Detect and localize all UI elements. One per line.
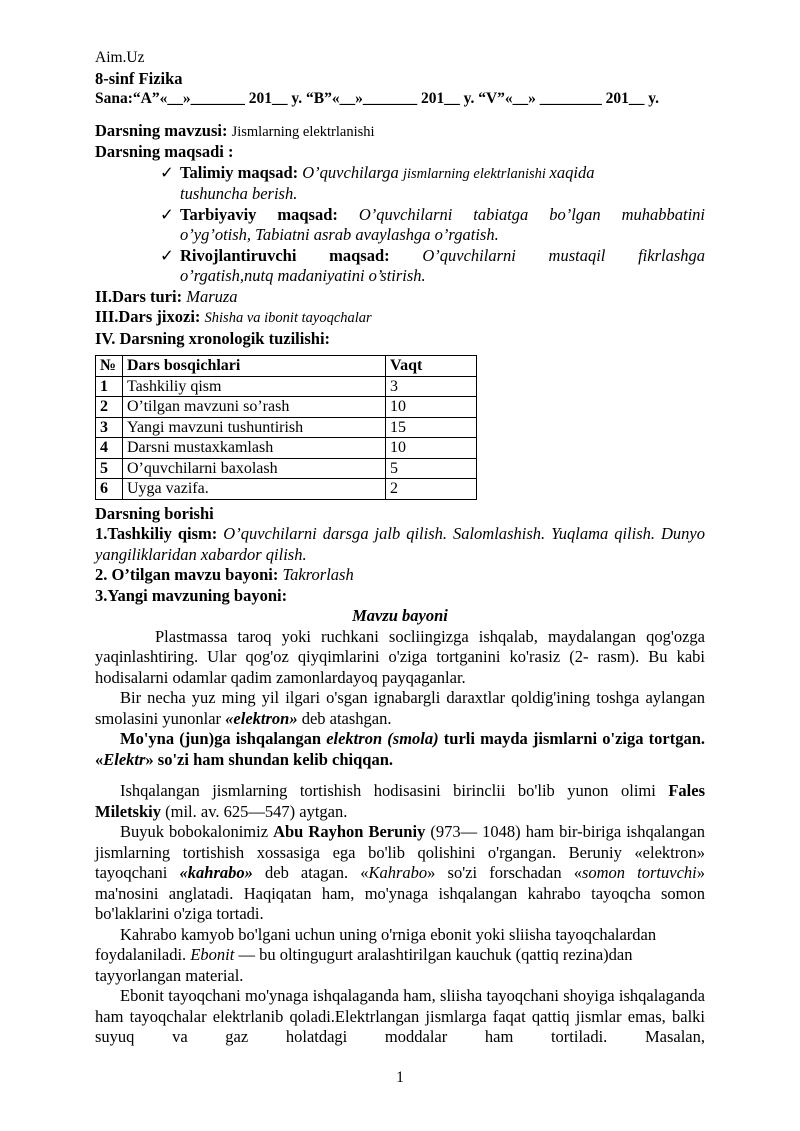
topic-label: Darsning mavzusi: bbox=[95, 120, 228, 140]
step-organization: 1.Tashkiliy qism: O’quvchilarni darsga jalb qilish. Salomlashish. Yuqlama qilish. Dunyo yangiliklaridan xabardor qilish. bbox=[95, 524, 705, 564]
process-title: Darsning borishi bbox=[95, 503, 214, 523]
lesson-type: II.Dars turi: Maruza bbox=[95, 286, 238, 306]
lesson-plan-table bbox=[95, 355, 477, 500]
col-header-time: Vaqt bbox=[386, 356, 477, 377]
table-row: 6 Uyga vazifa. 2 bbox=[96, 479, 477, 500]
lesson-equipment: III.Dars jixozi: Shisha va ibonit tayoqchalar bbox=[95, 307, 372, 326]
step-new-topic: 3.Yangi mavzuning bayoni: bbox=[95, 585, 288, 605]
paragraph: Buyuk bobokalonimiz Abu Rayhon Beruniy (973— 1048) ham bir-biriga ishqalangan jismlarning tortishish xossasiga ega bo'lib qolishini o'rgangan. Beruniy «elektron» tayoqchani «kahrabo» deb atagan. «Kahrabo» so'zi forschadan «somon tortuvchi» ma'nosini anglatadi. Haqiqatan ham, mo'ynaga ishqalangan kahrabo tayoqcha somon bo'laklarini o'ziga tortadi. bbox=[95, 822, 705, 923]
goal-item: ✓ Rivojlantiruvchi maqsad: O’quvchilarni mustaqil fikrlashga o’rgatish,nutq madaniyatini o’stirish. bbox=[160, 245, 705, 285]
table-header-row bbox=[96, 356, 477, 377]
topic-value: Jismlarning elektrlanishi bbox=[231, 123, 375, 140]
goals-list bbox=[160, 163, 705, 287]
structure-label: IV. Darsning xronologik tuzilishi: bbox=[95, 328, 331, 348]
paragraph: Kahrabo kamyob bo'lgani uchun uning o'rniga ebonit yoki sliisha tayoqchalardan foydalaniladi. Ebonit — bu oltingugurt aralashtirilgan kauchuk (qattiq rezina)dan tayyorlangan material. bbox=[95, 924, 657, 985]
goals-label: Darsning maqsadi : bbox=[95, 142, 234, 161]
checkmark-icon: ✓ bbox=[160, 162, 174, 182]
col-header-stage: Dars bosqichlari bbox=[123, 356, 386, 377]
site-name: Aim.Uz bbox=[95, 49, 145, 66]
grade-subject: 8-sinf Fizika bbox=[95, 68, 183, 88]
table-row: 1 Tashkiliy qism 3 bbox=[96, 376, 477, 397]
topic-subtitle: Mavzu bayoni bbox=[352, 606, 448, 625]
goal-item: ✓ Tarbiyaviy maqsad: O’quvchilarni tabiatga bo’lgan muhabbatini o’yg’otish, Tabiatni asrab avaylashga o’rgatish. bbox=[160, 204, 705, 244]
table-row: 4 Darsni mustaxkamlash 10 bbox=[96, 438, 477, 459]
step-review: 2. O’tilgan mavzu bayoni: Takrorlash bbox=[95, 565, 354, 584]
paragraph: Mo'yna (jun)ga ishqalangan elektron (smola) turli mayda jismlarni o'ziga tortgan. «Elektr» so'zi ham shundan kelib chiqqan. bbox=[95, 729, 706, 769]
checkmark-icon: ✓ bbox=[160, 245, 174, 265]
paragraph: Bir necha yuz ming yil ilgari o'sgan ignabargli daraxtlar qoldig'ining toshga aylangan smolasini yunonlar «elektron» deb atashgan. bbox=[95, 688, 705, 728]
goal-label: Talimiy maqsad: bbox=[180, 162, 299, 182]
table-row: 2 O’tilgan mavzuni so’rash 10 bbox=[96, 397, 477, 418]
table-row: 5 O’quvchilarni baxolash 5 bbox=[96, 458, 477, 479]
lesson-topic bbox=[95, 121, 705, 143]
paragraph: Plastmassa taroq yoki ruchkani socliingizga ishqalab, maydalangan qog'ozga yaqinlashtiring. Ular qog'oz qiyqimlarini o'ziga tortganini ko'rasiz (2- rasm). Bu kabi hodisalarni odamlar qadim zamonlardayoq payqaganlar. bbox=[95, 626, 705, 687]
paragraph: Ishqalangan jismlarning tortishish hodisasini birinclii bo'lib yunon olimi Fales Miletskiy (mil. av. 625—547) aytgan. bbox=[95, 781, 705, 821]
page-number: 1 bbox=[396, 1069, 404, 1086]
goal-label: Tarbiyaviy maqsad: bbox=[180, 204, 338, 224]
col-header-number: № bbox=[96, 356, 123, 377]
document-page bbox=[95, 48, 705, 1048]
paragraph: Ebonit tayoqchani mo'ynaga ishqalaganda ham, sliisha tayoqchani shoyiga ishqalaganda ham tayoqchalar elektrlanib qoladi.Elektrlangan jismlarga faqat qattiq jismlar emas, balki suyuq va gaz holatdagi moddalar ham tortiladi. Masalan, bbox=[95, 986, 705, 1046]
date-line: Sana:“A”«__»_______ 201__ y. “B”«__»_______ 201__ y. “V”«__» ________ 201__ y. bbox=[95, 90, 660, 107]
goal-item: ✓ Talimiy maqsad: O’quvchilarga jismlarning elektrlanishi xaqida tushuncha berish. bbox=[160, 162, 595, 203]
table-row: 3 Yangi mavzuni tushuntirish 15 bbox=[96, 417, 477, 438]
goal-label: Rivojlantiruvchi maqsad: bbox=[180, 245, 390, 265]
checkmark-icon: ✓ bbox=[160, 204, 174, 224]
